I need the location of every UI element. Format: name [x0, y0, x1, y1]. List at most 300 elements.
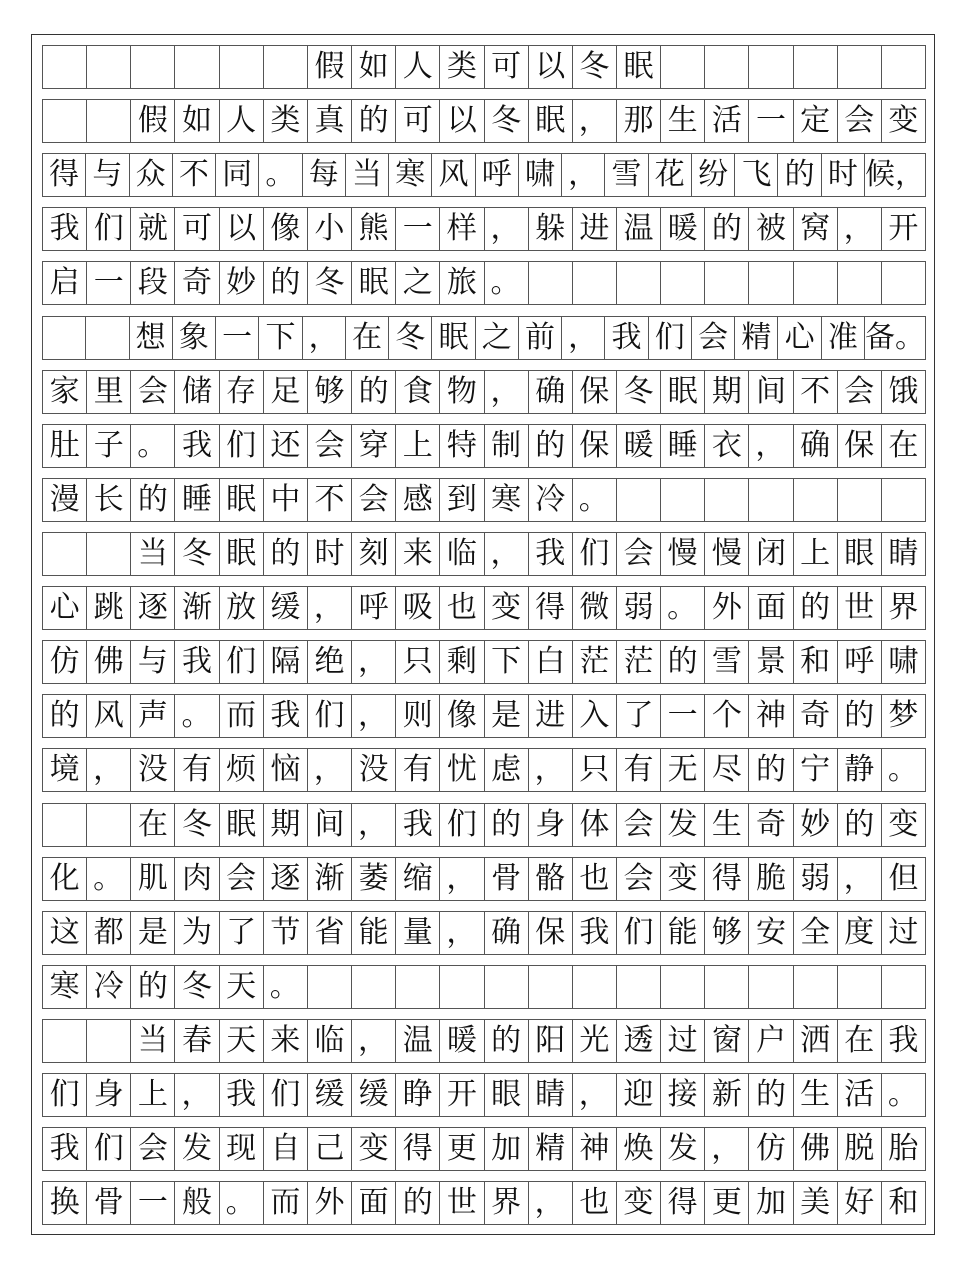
grid-cell: 同 [216, 154, 259, 196]
grid-cell: 骨 [87, 1182, 131, 1224]
grid-cell: 众 [130, 154, 173, 196]
grid-cell [440, 966, 484, 1008]
grid-cell: 精 [735, 317, 778, 359]
grid-cell [573, 966, 617, 1008]
grid-cell: 眠 [661, 371, 705, 413]
grid-cell: 不 [794, 371, 838, 413]
grid-cell: 的 [43, 695, 87, 737]
grid-cell: 虑 [485, 749, 529, 791]
grid-cell: 家 [43, 371, 87, 413]
grid-cell: 界 [882, 587, 926, 629]
grid-cell: 启 [43, 262, 87, 304]
grid-cell: 变 [617, 1182, 661, 1224]
grid-cell: 雪 [605, 154, 648, 196]
grid-cell: 变 [485, 587, 529, 629]
grid-cell: 候， [865, 154, 926, 196]
grid-cell: ， [352, 695, 396, 737]
grid-cell: 能 [661, 912, 705, 954]
grid-cell: 个 [705, 695, 749, 737]
grid-cell: 保 [573, 371, 617, 413]
grid-cell [661, 262, 705, 304]
grid-cell: 只 [396, 641, 440, 683]
grid-cell: 只 [573, 749, 617, 791]
grid-cell: 而 [264, 1182, 308, 1224]
grid-cell: 躲 [529, 208, 573, 250]
text-row [42, 370, 926, 414]
grid-cell: 当 [131, 1020, 175, 1062]
grid-cell: 保 [573, 425, 617, 467]
grid-cell: 以 [220, 208, 264, 250]
grid-cell: 脱 [838, 1128, 882, 1170]
grid-cell: 骼 [529, 858, 573, 900]
grid-cell: 温 [617, 208, 661, 250]
grid-cell: 恼 [264, 749, 308, 791]
grid-cell: 冬 [485, 100, 529, 142]
grid-cell: 活 [705, 100, 749, 142]
grid-cell: 变 [882, 100, 926, 142]
grid-cell: 进 [529, 695, 573, 737]
grid-cell [749, 46, 793, 88]
grid-cell: 妙 [220, 262, 264, 304]
grid-cell: 会 [692, 317, 735, 359]
grid-cell: 。 [882, 749, 926, 791]
grid-cell [573, 262, 617, 304]
grid-cell [882, 479, 926, 521]
grid-cell: 。 [220, 1182, 264, 1224]
grid-cell: 人 [396, 46, 440, 88]
grid-cell: 冬 [308, 262, 352, 304]
grid-cell: 象 [173, 317, 216, 359]
grid-cell: 的 [352, 100, 396, 142]
grid-cell: 会 [617, 533, 661, 575]
grid-cell: 一 [216, 317, 259, 359]
grid-cell: 奇 [749, 804, 793, 846]
grid-cell [617, 262, 661, 304]
grid-cell: 备。 [865, 317, 926, 359]
grid-cell: 节 [264, 912, 308, 954]
grid-cell: 与 [131, 641, 175, 683]
grid-cell [838, 479, 882, 521]
grid-cell: 物 [440, 371, 484, 413]
grid-cell: 为 [175, 912, 219, 954]
grid-cell: 如 [352, 46, 396, 88]
grid-cell: 一 [87, 262, 131, 304]
grid-cell: 缩 [396, 858, 440, 900]
grid-cell: 弱 [794, 858, 838, 900]
grid-cell: 眠 [529, 100, 573, 142]
grid-cell: 特 [440, 425, 484, 467]
grid-cell: 得 [43, 154, 86, 196]
grid-cell: 寒 [389, 154, 432, 196]
grid-cell: 风 [432, 154, 475, 196]
grid-cell: 的 [131, 479, 175, 521]
grid-cell: 眼 [838, 533, 882, 575]
grid-cell: 开 [882, 208, 926, 250]
grid-cell: 也 [440, 587, 484, 629]
grid-cell: 暖 [617, 425, 661, 467]
grid-cell: 生 [705, 804, 749, 846]
grid-cell: 洒 [794, 1020, 838, 1062]
grid-cell: 的 [838, 695, 882, 737]
grid-cell: 冬 [175, 966, 219, 1008]
grid-cell: ， [485, 371, 529, 413]
grid-cell: 天 [220, 966, 264, 1008]
text-row [42, 640, 926, 684]
grid-cell: 们 [264, 1074, 308, 1116]
grid-cell [794, 46, 838, 88]
grid-cell: 的 [264, 533, 308, 575]
grid-cell: 生 [661, 100, 705, 142]
grid-cell [705, 46, 749, 88]
grid-cell: 存 [220, 371, 264, 413]
grid-cell: 感 [396, 479, 440, 521]
grid-cell: 们 [617, 912, 661, 954]
grid-cell: 像 [264, 208, 308, 250]
grid-cell: 们 [440, 804, 484, 846]
grid-cell: 一 [131, 1182, 175, 1224]
grid-cell: 烦 [220, 749, 264, 791]
grid-cell: 得 [705, 858, 749, 900]
grid-cell: 够 [705, 912, 749, 954]
text-row [42, 911, 926, 955]
grid-cell: ， [529, 749, 573, 791]
grid-cell: 发 [661, 804, 705, 846]
grid-cell: 确 [529, 371, 573, 413]
grid-cell: 会 [131, 371, 175, 413]
grid-cell: 尽 [705, 749, 749, 791]
grid-cell: 被 [749, 208, 793, 250]
grid-cell: 。 [573, 479, 617, 521]
grid-cell: 迎 [617, 1074, 661, 1116]
grid-cell: 隔 [264, 641, 308, 683]
grid-cell: ， [352, 1020, 396, 1062]
grid-cell: 过 [882, 912, 926, 954]
grid-cell: 雪 [705, 641, 749, 683]
grid-cell: 就 [131, 208, 175, 250]
grid-cell: 好 [838, 1182, 882, 1224]
grid-cell: 睁 [396, 1074, 440, 1116]
grid-cell: 暖 [440, 1020, 484, 1062]
grid-cell: 准 [822, 317, 865, 359]
grid-cell: 发 [175, 1128, 219, 1170]
grid-cell: 般 [175, 1182, 219, 1224]
grid-cell: 假 [131, 100, 175, 142]
grid-cell: 入 [573, 695, 617, 737]
grid-cell: 窝 [794, 208, 838, 250]
grid-cell: 仿 [43, 641, 87, 683]
grid-cell: 当 [346, 154, 389, 196]
grid-cell [175, 46, 219, 88]
text-row [42, 153, 926, 197]
grid-cell: 我 [220, 1074, 264, 1116]
grid-cell [794, 966, 838, 1008]
grid-cell: 新 [705, 1074, 749, 1116]
grid-cell: 窗 [705, 1020, 749, 1062]
grid-cell [794, 479, 838, 521]
grid-cell: 眠 [617, 46, 661, 88]
grid-cell: 。 [87, 858, 131, 900]
grid-cell [794, 262, 838, 304]
grid-cell: 们 [573, 533, 617, 575]
grid-cell: 寒 [485, 479, 529, 521]
grid-cell: 不 [173, 154, 216, 196]
grid-cell: 睛 [882, 533, 926, 575]
grid-cell [220, 46, 264, 88]
text-row [42, 694, 926, 738]
grid-cell: 佛 [794, 1128, 838, 1170]
grid-cell [617, 966, 661, 1008]
grid-cell: ， [87, 749, 131, 791]
grid-cell: 胎 [882, 1128, 926, 1170]
grid-cell: 加 [485, 1128, 529, 1170]
grid-cell: 得 [661, 1182, 705, 1224]
grid-cell: 身 [87, 1074, 131, 1116]
grid-cell: 的 [749, 1074, 793, 1116]
grid-cell: 飞 [735, 154, 778, 196]
grid-cell: 在 [346, 317, 389, 359]
grid-cell: 我 [882, 1020, 926, 1062]
grid-cell: 时 [822, 154, 865, 196]
grid-cell: 渐 [308, 858, 352, 900]
grid-cell [86, 317, 129, 359]
grid-cell: 间 [308, 804, 352, 846]
grid-cell: 子 [87, 425, 131, 467]
grid-cell: 间 [749, 371, 793, 413]
grid-cell: 一 [661, 695, 705, 737]
grid-cell: 上 [131, 1074, 175, 1116]
grid-cell: 缓 [308, 1074, 352, 1116]
grid-cell: 之 [476, 317, 519, 359]
grid-cell: 的 [778, 154, 821, 196]
grid-cell: 和 [794, 641, 838, 683]
grid-cell: 有 [396, 749, 440, 791]
grid-cell: 。 [882, 1074, 926, 1116]
grid-cell: 眠 [220, 533, 264, 575]
grid-cell [661, 46, 705, 88]
grid-cell: 的 [661, 641, 705, 683]
grid-cell: 的 [264, 262, 308, 304]
grid-cell: 会 [838, 100, 882, 142]
grid-cell: 的 [131, 966, 175, 1008]
grid-cell: 现 [220, 1128, 264, 1170]
grid-cell: ， [485, 533, 529, 575]
grid-cell: ， [485, 208, 529, 250]
text-row [42, 965, 926, 1009]
grid-cell: 没 [352, 749, 396, 791]
grid-cell: 眠 [352, 262, 396, 304]
grid-cell: 制 [485, 425, 529, 467]
grid-cell: 的 [529, 425, 573, 467]
grid-cell: 临 [440, 533, 484, 575]
grid-cell: 肌 [131, 858, 175, 900]
grid-cell: 想 [130, 317, 173, 359]
grid-cell: ， [705, 1128, 749, 1170]
grid-cell: 冬 [175, 804, 219, 846]
grid-cell [485, 966, 529, 1008]
grid-cell: 的 [485, 1020, 529, 1062]
grid-cell: 没 [131, 749, 175, 791]
grid-cell: ， [175, 1074, 219, 1116]
grid-cell: 的 [485, 804, 529, 846]
text-row [42, 803, 926, 847]
grid-cell: 和 [882, 1182, 926, 1224]
grid-cell: 加 [749, 1182, 793, 1224]
grid-cell: 冬 [617, 371, 661, 413]
grid-cell: 真 [308, 100, 352, 142]
grid-cell [749, 479, 793, 521]
grid-cell: ， [303, 317, 346, 359]
grid-cell: 会 [838, 371, 882, 413]
grid-cell [43, 46, 87, 88]
grid-cell: ， [440, 912, 484, 954]
grid-cell: 我 [43, 1128, 87, 1170]
grid-cell: ， [352, 804, 396, 846]
grid-cell: 静 [838, 749, 882, 791]
grid-cell [661, 479, 705, 521]
grid-cell: 光 [573, 1020, 617, 1062]
grid-cell: 己 [308, 1128, 352, 1170]
grid-cell: ， [352, 641, 396, 683]
grid-cell [43, 100, 87, 142]
grid-cell: 确 [794, 425, 838, 467]
grid-cell: ， [440, 858, 484, 900]
grid-cell: 过 [661, 1020, 705, 1062]
grid-cell: 可 [396, 100, 440, 142]
grid-cell: 当 [131, 533, 175, 575]
grid-cell: 们 [43, 1074, 87, 1116]
grid-cell: 温 [396, 1020, 440, 1062]
grid-cell: 渐 [175, 587, 219, 629]
grid-cell: 睛 [529, 1074, 573, 1116]
text-row [42, 857, 926, 901]
grid-cell [308, 966, 352, 1008]
grid-cell: 睡 [661, 425, 705, 467]
grid-cell: 可 [485, 46, 529, 88]
grid-cell: 萎 [352, 858, 396, 900]
grid-cell: 度 [838, 912, 882, 954]
grid-cell: 全 [794, 912, 838, 954]
grid-cell: 长 [87, 479, 131, 521]
grid-cell: ， [562, 154, 605, 196]
grid-cell: 面 [749, 587, 793, 629]
grid-cell: 冷 [529, 479, 573, 521]
grid-cell [661, 966, 705, 1008]
grid-cell: 天 [220, 1020, 264, 1062]
grid-cell: 会 [617, 804, 661, 846]
text-row [42, 207, 926, 251]
grid-cell: 化 [43, 858, 87, 900]
grid-cell: 慢 [661, 533, 705, 575]
grid-cell: 有 [175, 749, 219, 791]
grid-cell: 界 [485, 1182, 529, 1224]
grid-cell [43, 804, 87, 846]
grid-cell: 变 [882, 804, 926, 846]
grid-cell: 保 [529, 912, 573, 954]
grid-cell: 眠 [220, 479, 264, 521]
grid-cell: ， [529, 1182, 573, 1224]
grid-cell: 们 [220, 641, 264, 683]
grid-cell: 也 [573, 858, 617, 900]
grid-cell: 。 [485, 262, 529, 304]
grid-cell: 冬 [175, 533, 219, 575]
grid-cell: 我 [175, 641, 219, 683]
grid-cell: 放 [220, 587, 264, 629]
grid-cell: 美 [794, 1182, 838, 1224]
grid-cell: 生 [794, 1074, 838, 1116]
grid-cell: 梦 [882, 695, 926, 737]
grid-cell: 会 [220, 858, 264, 900]
grid-cell: 假 [308, 46, 352, 88]
grid-cell: 保 [838, 425, 882, 467]
grid-cell: 外 [308, 1182, 352, 1224]
grid-cell: 里 [87, 371, 131, 413]
grid-cell: 在 [838, 1020, 882, 1062]
grid-cell: 的 [749, 749, 793, 791]
grid-cell: 慢 [705, 533, 749, 575]
grid-cell: 到 [440, 479, 484, 521]
grid-cell: 自 [264, 1128, 308, 1170]
grid-cell: 世 [440, 1182, 484, 1224]
grid-cell: 会 [617, 858, 661, 900]
grid-cell: 神 [573, 1128, 617, 1170]
grid-cell: 与 [86, 154, 129, 196]
text-row [42, 478, 926, 522]
grid-cell: ， [573, 100, 617, 142]
grid-cell: 下 [259, 317, 302, 359]
grid-cell: 衣 [705, 425, 749, 467]
grid-cell: 啸 [882, 641, 926, 683]
grid-cell: 是 [131, 912, 175, 954]
grid-cell: 会 [131, 1128, 175, 1170]
grid-cell: ， [749, 425, 793, 467]
grid-cell: 我 [264, 695, 308, 737]
grid-cell: 了 [220, 912, 264, 954]
grid-cell: 风 [87, 695, 131, 737]
grid-cell: 冬 [389, 317, 432, 359]
grid-cell: 眼 [485, 1074, 529, 1116]
grid-cell: 漫 [43, 479, 87, 521]
grid-cell: 睡 [175, 479, 219, 521]
grid-cell: 茫 [573, 641, 617, 683]
text-row [42, 1019, 926, 1063]
grid-cell: 不 [308, 479, 352, 521]
grid-cell: 的 [705, 208, 749, 250]
grid-cell: 们 [87, 208, 131, 250]
grid-cell: 段 [131, 262, 175, 304]
grid-cell: 闭 [749, 533, 793, 575]
grid-cell: 能 [352, 912, 396, 954]
grid-cell: 声 [131, 695, 175, 737]
grid-cell: 呼 [476, 154, 519, 196]
grid-cell: 逐 [131, 587, 175, 629]
grid-cell: 我 [396, 804, 440, 846]
grid-cell: 。 [259, 154, 302, 196]
grid-cell: 进 [573, 208, 617, 250]
grid-cell [264, 46, 308, 88]
grid-cell: 更 [705, 1182, 749, 1224]
grid-cell: 类 [264, 100, 308, 142]
grid-cell [87, 46, 131, 88]
grid-cell: 省 [308, 912, 352, 954]
grid-cell: 户 [749, 1020, 793, 1062]
grid-cell: 。 [264, 966, 308, 1008]
grid-cell: 呼 [838, 641, 882, 683]
grid-cell: 世 [838, 587, 882, 629]
grid-cell: 花 [649, 154, 692, 196]
grid-cell: 寒 [43, 966, 87, 1008]
grid-cell: 身 [529, 804, 573, 846]
grid-cell: 如 [175, 100, 219, 142]
